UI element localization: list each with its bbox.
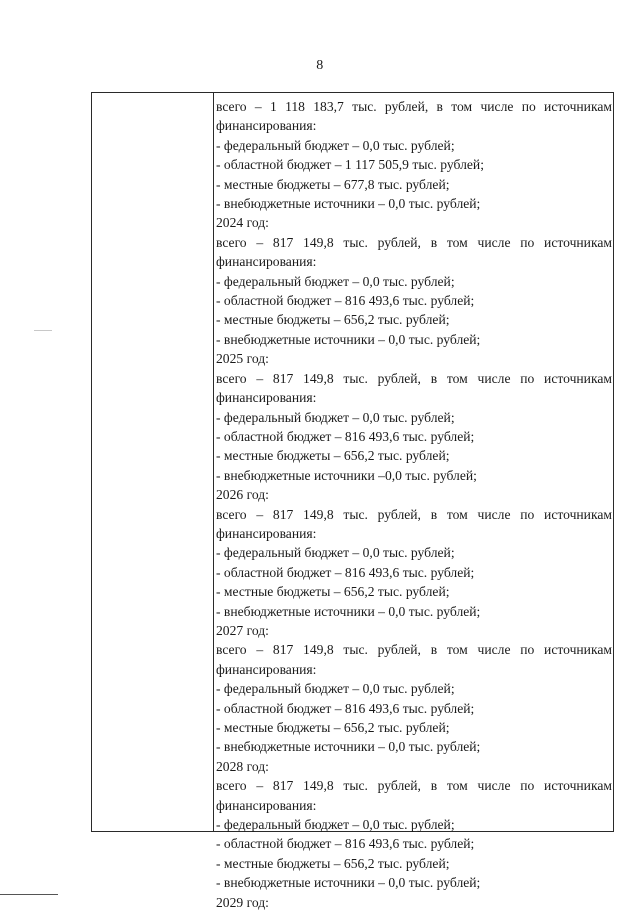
text-line: 2029 год: bbox=[216, 894, 269, 910]
text-line: - внебюджетные источники – 0,0 тыс. рублей; bbox=[216, 875, 481, 891]
text-line: - внебюджетные источники – 0,0 тыс. рублей; bbox=[216, 739, 481, 755]
page-number: 8 bbox=[316, 58, 324, 73]
text-line: финансирования: bbox=[216, 797, 317, 813]
text-line: - внебюджетные источники –0,0 тыс. рублей; bbox=[216, 467, 477, 483]
funding-details-cell bbox=[216, 97, 612, 912]
text-line: всего – 817 149,8 тыс. рублей, в том числе по источникам bbox=[216, 370, 612, 386]
text-line: финансирования: bbox=[216, 525, 317, 541]
column-divider bbox=[213, 93, 214, 831]
text-line: финансирования: bbox=[216, 390, 317, 406]
text-line: - местные бюджеты – 656,2 тыс. рублей; bbox=[216, 720, 450, 735]
text-line: - внебюджетные источники – 0,0 тыс. рублей; bbox=[216, 331, 481, 347]
text-line: - местные бюджеты – 656,2 тыс. рублей; bbox=[216, 312, 450, 328]
text-line: всего – 817 149,8 тыс. рублей, в том числе по источникам bbox=[216, 506, 612, 522]
footer-rule bbox=[0, 894, 58, 895]
text-line: 2028 год: bbox=[216, 758, 269, 774]
text-line: - местные бюджеты – 656,2 тыс. рублей; bbox=[216, 855, 450, 871]
text-line: - внебюджетные источники – 0,0 тыс. рублей; bbox=[216, 603, 481, 619]
text-line: - федеральный бюджет – 0,0 тыс. рублей; bbox=[216, 137, 455, 153]
text-line: всего – 817 149,8 тыс. рублей, в том числе по источникам bbox=[216, 234, 612, 250]
scan-artifact-mark bbox=[34, 330, 52, 331]
text-line: - федеральный бюджет – 0,0 тыс. рублей; bbox=[216, 545, 455, 561]
text-line: - внебюджетные источники – 0,0 тыс. рублей; bbox=[216, 196, 481, 212]
text-line: финансирования: bbox=[216, 254, 317, 270]
funding-table bbox=[91, 92, 614, 910]
text-line: - областной бюджет – 816 493,6 тыс. рублей; bbox=[216, 564, 475, 580]
text-line: всего – 817 149,8 тыс. рублей, в том числе по источникам bbox=[216, 642, 612, 658]
text-line: 2026 год: bbox=[216, 487, 269, 503]
text-line: - местные бюджеты – 656,2 тыс. рублей; bbox=[216, 584, 450, 600]
text-line: всего – 817 149,8 тыс. рублей, в том числе по источникам bbox=[216, 778, 612, 794]
text-line: - областной бюджет – 816 493,6 тыс. рублей; bbox=[216, 836, 475, 852]
text-line: - федеральный бюджет – 0,0 тыс. рублей; bbox=[216, 273, 455, 289]
text-line: 2027 год: bbox=[216, 622, 269, 638]
text-line: - федеральный бюджет – 0,0 тыс. рублей; bbox=[216, 681, 455, 697]
text-line: финансирования: bbox=[216, 118, 317, 134]
text-line: - федеральный бюджет – 0,0 тыс. рублей; bbox=[216, 817, 455, 833]
text-line: - федеральный бюджет – 0,0 тыс. рублей; bbox=[216, 409, 455, 425]
text-line: - областной бюджет – 1 117 505,9 тыс. рублей; bbox=[216, 157, 484, 173]
text-line: 2024 год: bbox=[216, 215, 269, 231]
text-line: 2025 год: bbox=[216, 351, 269, 367]
text-line: - областной бюджет – 816 493,6 тыс. рублей; bbox=[216, 700, 475, 716]
text-line: - местные бюджеты – 656,2 тыс. рублей; bbox=[216, 448, 450, 464]
text-line: - местные бюджеты – 677,8 тыс. рублей; bbox=[216, 176, 450, 192]
text-line: - областной бюджет – 816 493,6 тыс. рублей; bbox=[216, 428, 475, 444]
text-line: - областной бюджет – 816 493,6 тыс. рублей; bbox=[216, 293, 475, 309]
text-line: финансирования: bbox=[216, 661, 317, 677]
text-line: всего – 1 118 183,7 тыс. рублей, в том числе по источникам bbox=[216, 99, 612, 114]
